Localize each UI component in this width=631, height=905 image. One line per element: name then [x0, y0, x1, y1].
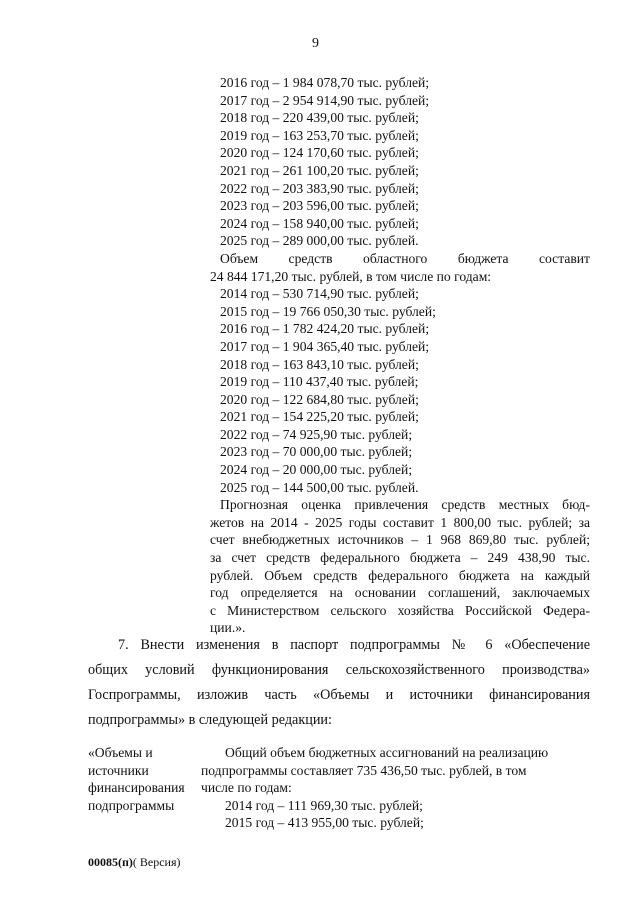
oblast-year-line: 2019 год – 110 437,40 тыс. рублей;	[220, 374, 419, 390]
item-7-line: общих условий функционирования сельскохозяйственного производства»	[88, 662, 590, 678]
regional-year-line: 2018 год – 220 439,00 тыс. рублей;	[220, 110, 419, 126]
table-year-line: 2015 год – 413 955,00 тыс. рублей;	[225, 815, 424, 831]
forecast-line: рублей. Объем средств федерального бюджета на каждый	[210, 567, 590, 583]
forecast-line: ции.».	[210, 620, 246, 636]
regional-year-line: 2016 год – 1 984 078,70 тыс. рублей;	[220, 75, 430, 90]
table-right-line: подпрограммы составляет 735 436,50 тыс. рублей, в том	[201, 762, 527, 778]
table-left-line: источники	[88, 762, 149, 778]
page-number: 9	[312, 36, 319, 51]
forecast-line: год определяется на основании соглашений, заключаемых	[210, 585, 590, 601]
regional-year-line: 2021 год – 261 100,20 тыс. рублей;	[220, 162, 419, 178]
table-left-line: подпрограммы	[88, 797, 175, 813]
oblast-year-line: 2023 год – 70 000,00 тыс. рублей;	[220, 444, 413, 460]
oblast-budget-total: 24 844 171,20 тыс. рублей, в том числе по годам:	[210, 268, 492, 284]
oblast-year-line: 2015 год – 19 766 050,30 тыс. рублей;	[220, 303, 436, 319]
table-left-column	[88, 744, 203, 814]
table-left-line: «Объемы и	[88, 745, 153, 760]
oblast-year-line: 2018 год – 163 843,10 тыс. рублей;	[220, 356, 419, 372]
oblast-year-line: 2024 год – 20 000,00 тыс. рублей;	[220, 462, 413, 478]
oblast-budget-intro: Объем средств областного бюджета составит	[220, 250, 590, 266]
oblast-year-line: 2021 год – 154 225,20 тыс. рублей;	[220, 409, 419, 425]
oblast-year-line: 2020 год – 122 684,80 тыс. рублей;	[220, 391, 419, 407]
regional-year-line: 2023 год – 203 596,00 тыс. рублей;	[220, 198, 419, 214]
forecast-line: жетов на 2014 - 2025 годы составит 1 800,00 тыс. рублей; за	[210, 514, 590, 530]
table-right-line: числе по годам:	[201, 780, 292, 796]
document-version: ( Версия)	[132, 855, 181, 869]
item-7-line: 7. Внести изменения в паспорт подпрограммы № 6 «Обеспечение	[118, 637, 590, 653]
forecast-line: за счет средств федерального бюджета – 249 438,90 тыс.	[210, 550, 590, 566]
oblast-year-line: 2014 год – 530 714,90 тыс. рублей;	[220, 286, 419, 302]
regional-year-line: 2022 год – 203 383,90 тыс. рублей;	[220, 180, 419, 196]
forecast-line: счет внебюджетных источников – 1 968 869,80 тыс. рублей;	[210, 532, 590, 548]
item-7-line: подпрограммы» в следующей редакции:	[88, 712, 332, 728]
forecast-line: с Министерством сельского хозяйства Российской Федера-	[210, 602, 590, 618]
item-7-paragraph	[88, 633, 590, 733]
oblast-year-line: 2022 год – 74 925,90 тыс. рублей;	[220, 426, 413, 442]
regional-year-line: 2017 год – 2 954 914,90 тыс. рублей;	[220, 92, 430, 108]
table-right-line: Общий объем бюджетных ассигнований на реализацию	[225, 745, 549, 760]
oblast-year-line: 2016 год – 1 782 424,20 тыс. рублей;	[220, 321, 430, 337]
document-footer	[88, 855, 181, 870]
financing-text-column	[210, 74, 590, 637]
table-right-column	[201, 744, 598, 832]
regional-year-line: 2024 год – 158 940,00 тыс. рублей;	[220, 215, 419, 231]
document-code: 00085(п)	[88, 855, 133, 869]
regional-year-line: 2019 год – 163 253,70 тыс. рублей;	[220, 127, 419, 143]
oblast-year-line: 2017 год – 1 904 365,40 тыс. рублей;	[220, 338, 430, 354]
regional-year-line: 2020 год – 124 170,60 тыс. рублей;	[220, 145, 419, 161]
regional-year-line: 2025 год – 289 000,00 тыс. рублей.	[220, 233, 419, 249]
table-year-line: 2014 год – 111 969,30 тыс. рублей;	[225, 797, 423, 813]
forecast-line: Прогнозная оценка привлечения средств местных бюд-	[220, 497, 590, 513]
oblast-year-line: 2025 год – 144 500,00 тыс. рублей.	[220, 479, 419, 495]
item-7-line: Госпрограммы, изложив часть «Объемы и источники финансирования	[88, 687, 590, 703]
table-left-line: финансирования	[88, 780, 185, 796]
